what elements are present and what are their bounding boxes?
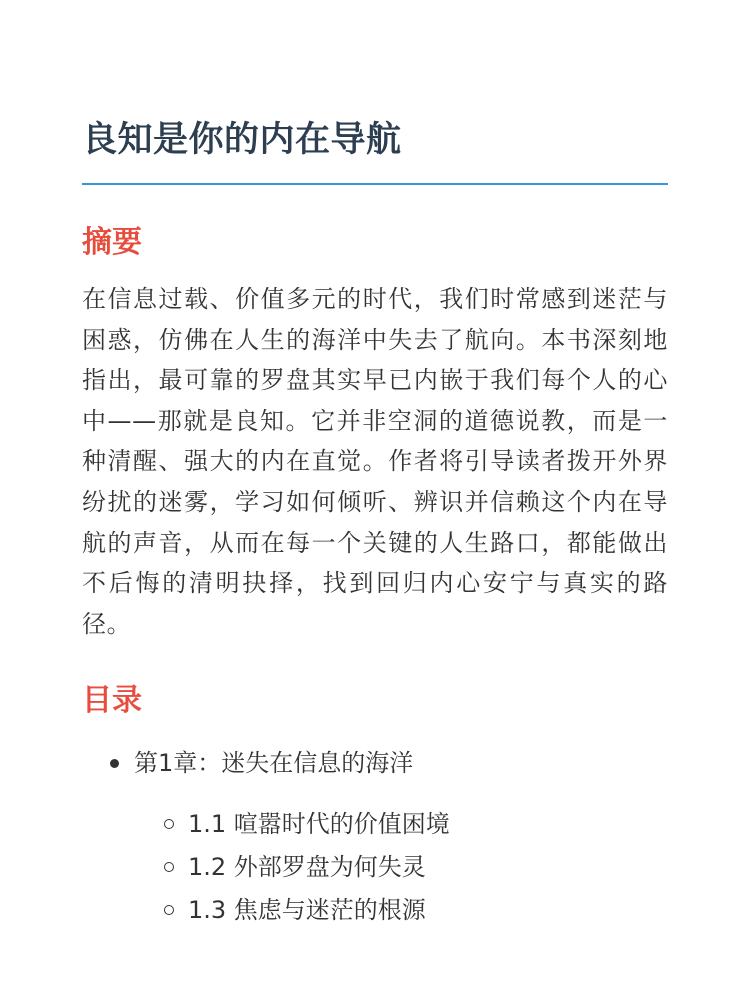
abstract-paragraph: 在信息过载、价值多元的时代，我们时常感到迷茫与困惑，仿佛在人生的海洋中失去了航向。本书深刻地指出，最可靠的罗盘其实早已内嵌于我们每个人的心中——那就是良知。它并非空洞的道德说教，而是一种清醒、强大的内在直觉。作者将引导读者拨开外界纷扰的迷雾，学习如何倾听、辨识并信赖这个内在导航的声音，从而在每一个关键的人生路口，都能做出不后悔的清明抉择，找到回归内心安宁与真实的路径。 [82,285,668,638]
title-divider [82,183,668,185]
toc-heading: 目录 [82,683,142,719]
hollow-bullet-icon [164,905,174,915]
toc-section-item [82,846,668,889]
hollow-bullet-icon [164,862,174,872]
abstract-heading: 摘要 [82,225,142,260]
toc-chapter-item [82,743,668,932]
chapter-label: 第1章：迷失在信息的海洋 [134,749,414,778]
book-title: 良知是你的内在导航 [82,120,402,160]
section-label: 1.1 喧嚣时代的价值困境 [188,810,450,839]
toc-section-list [82,803,668,932]
toc-section-item [82,803,668,846]
toc-list [82,743,668,932]
section-label: 1.2 外部罗盘为何失灵 [188,853,426,882]
section-label: 1.3 焦虑与迷茫的根源 [188,896,426,925]
hollow-bullet-icon [164,819,174,829]
filled-bullet-icon [110,759,119,768]
toc-section-item [82,889,668,932]
